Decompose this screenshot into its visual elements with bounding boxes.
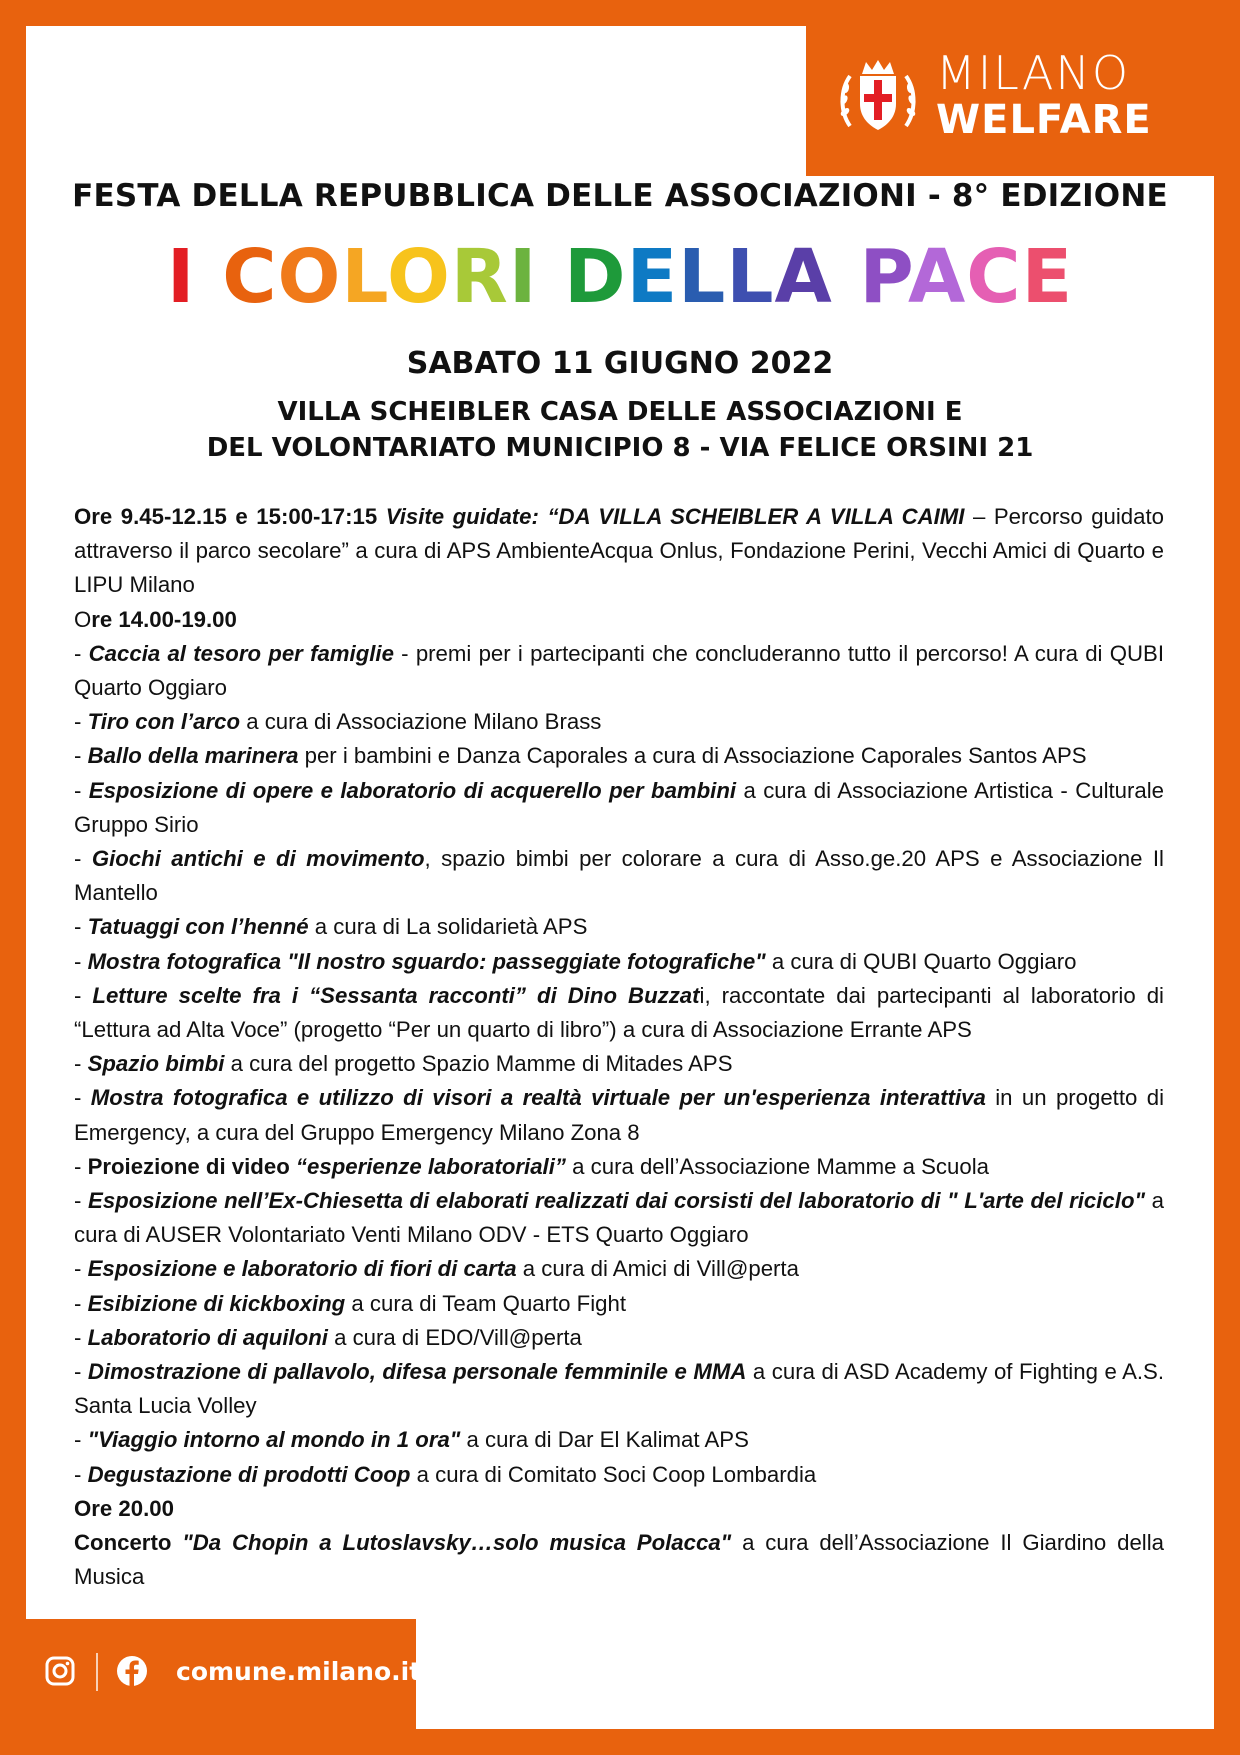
- headline-letter: [195, 234, 222, 320]
- program-item: [74, 774, 1164, 842]
- program-text-segment: per i bambini e Danza Caporales a cura di Associazione Caporales Santos APS: [298, 743, 1087, 769]
- program-item: [74, 1458, 1164, 1492]
- program-text-segment: -: [74, 948, 88, 974]
- program-text-segment: Mostra fotografica "Il nostro sguardo: passeggiate fotografiche": [87, 948, 766, 974]
- program-text-segment: -: [74, 1256, 88, 1282]
- program-text-segment: , spazio bimbi per colorare a cura di Asso.ge.20 APS e Associazione Il Mantello: [74, 846, 1164, 906]
- logo-line-milano: MILANO: [936, 46, 1131, 100]
- program-text-segment: -: [74, 1085, 91, 1111]
- program-text-segment: Esposizione e laboratorio di fiori di carta: [87, 1256, 517, 1282]
- program-text-segment: Giochi antichi e di movimento: [91, 846, 425, 872]
- program-text-segment: Letture scelte fra i “Sessanta racconti” di Dino Buzzat: [92, 982, 700, 1008]
- program-list: [74, 500, 1164, 1595]
- program-text-segment: a cura di Comitato Soci Coop Lombardia: [410, 1461, 817, 1487]
- program-text-segment: -: [74, 982, 93, 1008]
- event-date: SABATO 11 GIUGNO 2022: [406, 346, 834, 381]
- program-text-segment: a cura dell’Associazione Il Giardino della Musica: [74, 1530, 1164, 1590]
- program-item: [74, 1081, 1164, 1149]
- program-text-segment: Caccia al tesoro per famiglie: [88, 640, 394, 666]
- program-text-segment: Ore 20.00: [74, 1495, 174, 1521]
- program-item: [74, 500, 1164, 603]
- program-text-segment: "Viaggio intorno al mondo in 1 ora": [87, 1427, 461, 1453]
- program-item: [74, 945, 1164, 979]
- program-text-segment: – Percorso guidato attraverso il parco secolare” a cura di APS AmbienteAcqua Onlus, Fondazione Perini, Vecchi Amici di Quarto e LIPU Milano: [74, 504, 1164, 598]
- venue-line-1: VILLA SCHEIBLER CASA DELLE ASSOCIAZIONI E: [277, 397, 963, 427]
- program-item: [74, 637, 1164, 705]
- program-text-segment: a cura di EDO/Vill@perta: [327, 1324, 582, 1350]
- program-text-segment: Concerto: [74, 1530, 183, 1556]
- program-text-segment: a cura di Associazione Artistica - Culturale Gruppo Sirio: [74, 777, 1164, 837]
- program-item: [74, 910, 1164, 944]
- program-text-segment: a cura del progetto Spazio Mamme di Mitades APS: [224, 1051, 733, 1077]
- program-text-segment: -: [74, 777, 89, 803]
- program-text-segment: re 14.00-19.00: [91, 606, 237, 632]
- footer-bar: [26, 1619, 422, 1729]
- crest-icon: [836, 56, 920, 140]
- program-item: [74, 739, 1164, 773]
- event-venue: [26, 394, 1214, 466]
- program-item: [74, 1150, 1164, 1184]
- program-text-segment: a cura di ASD Academy of Fighting e A.S. Santa Lucia Volley: [74, 1359, 1165, 1419]
- program-item: [74, 1287, 1164, 1321]
- program-text-segment: a cura dell’Associazione Mamme a Scuola: [565, 1153, 989, 1179]
- headline-letter: I: [508, 234, 538, 320]
- program-text-segment: -: [74, 1324, 88, 1350]
- headline-letter: O: [386, 234, 451, 320]
- headline-letter: L: [726, 234, 775, 320]
- program-item: [74, 1252, 1164, 1286]
- headline-letter: E: [1021, 234, 1074, 320]
- program-text-segment: O: [74, 606, 92, 632]
- headline-letter: P: [859, 234, 908, 320]
- facebook-icon[interactable]: [116, 1655, 148, 1687]
- program-item: [74, 1184, 1164, 1252]
- headline-letter: A: [774, 234, 833, 320]
- program-text-segment: Esibizione di kickboxing: [87, 1290, 346, 1316]
- program-text-segment: -: [74, 914, 88, 940]
- program-text-segment: Degustazione di prodotti Coop: [87, 1461, 411, 1487]
- program-text-segment: - premi per i partecipanti che concluderanno tutto il percorso! A cura di QUBI Quarto Oggiaro: [74, 640, 1164, 701]
- program-text-segment: Tatuaggi con l’henné: [87, 914, 309, 940]
- program-text-segment: a cura di La solidarietà APS: [308, 914, 588, 940]
- program-text-segment: -: [74, 1290, 88, 1316]
- program-item: [74, 705, 1164, 739]
- program-text-segment: -: [74, 709, 88, 735]
- headline-letter: I: [166, 234, 196, 320]
- program-text-segment: Mostra fotografica e utilizzo di visori a realtà virtuale per un'esperienza interattiva: [90, 1085, 986, 1111]
- program-text-segment: a cura di Associazione Milano Brass: [240, 709, 602, 735]
- program-text-segment: Tiro con l’arco: [87, 709, 241, 735]
- program-item: [74, 979, 1164, 1047]
- program-item: [74, 603, 1164, 637]
- program-item: [74, 1047, 1164, 1081]
- program-text-segment: Spazio bimbi: [87, 1051, 225, 1077]
- program-text-segment: -: [74, 1153, 88, 1179]
- instagram-icon[interactable]: [44, 1655, 76, 1687]
- headline-letter: D: [564, 234, 627, 320]
- program-text-segment: Esposizione di opere e laboratorio di acquerello per bambini: [88, 777, 737, 803]
- program-text-segment: “esperienze laboratoriali”: [295, 1153, 566, 1179]
- flyer-sheet: [26, 26, 1214, 1729]
- event-headline-rainbow: [26, 234, 1214, 320]
- headline-letter: L: [678, 234, 727, 320]
- program-text-segment: a cura di Team Quarto Fight: [345, 1290, 626, 1316]
- program-text-segment: -: [74, 640, 89, 666]
- program-text-segment: -: [74, 1461, 88, 1487]
- program-text-segment: Esposizione nell’Ex-Chiesetta di elaborati realizzati dai corsisti del laboratorio di " L'arte del riciclo": [88, 1188, 1146, 1214]
- logo-wordmark: [936, 46, 1152, 143]
- headline-letter: [537, 234, 564, 320]
- logo-line-welfare: WELFARE: [936, 97, 1152, 143]
- program-item: [74, 842, 1164, 910]
- headline-letter: E: [626, 234, 679, 320]
- program-text-segment: "Da Chopin a Lutoslavsky…solo musica Polacca": [182, 1530, 732, 1556]
- program-text-segment: -: [74, 1051, 88, 1077]
- headline-letter: L: [341, 234, 387, 320]
- milano-welfare-logo[interactable]: [806, 26, 1214, 176]
- program-item: [74, 1355, 1164, 1423]
- program-text-segment: -: [74, 743, 88, 769]
- program-text-segment: -: [74, 1359, 88, 1385]
- website-link[interactable]: comune.milano.it: [176, 1657, 422, 1686]
- program-text-segment: -: [74, 1188, 89, 1214]
- program-item: [74, 1423, 1164, 1457]
- program-item: [74, 1492, 1164, 1526]
- program-text-segment: in un progetto di Emergency, a cura del Gruppo Emergency Milano Zona 8: [74, 1085, 1165, 1145]
- venue-line-2: DEL VOLONTARIATO MUNICIPIO 8 - VIA FELICE ORSINI 21: [206, 433, 1034, 463]
- program-text-segment: a cura di QUBI Quarto Oggiaro: [765, 948, 1077, 974]
- program-text-segment: Ballo della marinera: [87, 743, 299, 769]
- program-item: [74, 1526, 1164, 1594]
- program-text-segment: i, raccontate dai partecipanti al laboratorio di “Lettura ad Alta Voce” (progetto “Per un quarto di libro”) a cura di Associazione Errante APS: [74, 982, 1164, 1043]
- program-text-segment: Ore 9.45-12.15 e 15:00-17:15: [74, 504, 386, 529]
- footer-divider: [96, 1653, 98, 1691]
- headline-letter: A: [907, 234, 967, 320]
- program-text-segment: a cura di AUSER Volontariato Venti Milano ODV - ETS Quarto Oggiaro: [74, 1188, 1164, 1248]
- program-text-segment: Laboratorio di aquiloni: [87, 1324, 328, 1350]
- headline-letter: C: [966, 234, 1022, 320]
- program-text-segment: Dimostrazione di pallavolo, difesa personale femminile e MMA: [87, 1359, 747, 1385]
- headline-letter: [833, 234, 860, 320]
- headline-letter: R: [450, 234, 509, 320]
- program-text-segment: -: [74, 846, 92, 872]
- program-text-segment: Proiezione di video: [87, 1153, 296, 1179]
- headline-letter: O: [277, 234, 342, 320]
- program-text-segment: -: [74, 1427, 88, 1453]
- event-title: FESTA DELLA REPUBBLICA DELLE ASSOCIAZIONI - 8° EDIZIONE: [72, 178, 1168, 214]
- program-text-segment: a cura di Dar El Kalimat APS: [460, 1427, 749, 1453]
- program-item: [74, 1321, 1164, 1355]
- program-text-segment: Visite guidate: “DA VILLA SCHEIBLER A VILLA CAIMI: [385, 504, 965, 529]
- headline-letter: C: [222, 234, 278, 320]
- program-text-segment: a cura di Amici di Vill@perta: [516, 1256, 799, 1282]
